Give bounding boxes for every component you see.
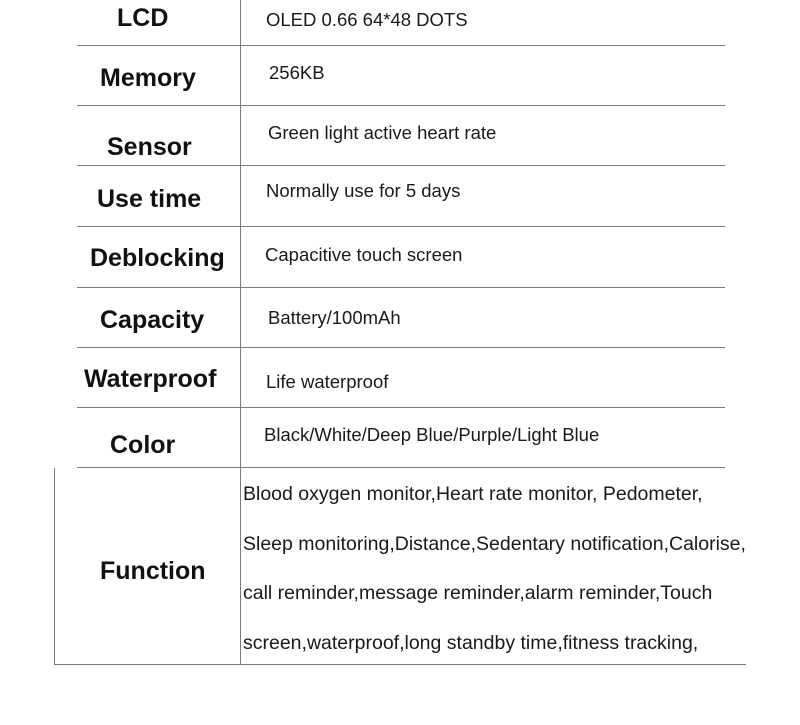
column-divider bbox=[240, 0, 241, 665]
table-left-border bbox=[54, 468, 55, 665]
spec-label-capacity: Capacity bbox=[100, 306, 205, 334]
spec-value-capacity: Battery/100mAh bbox=[268, 307, 401, 328]
spec-label-use-time: Use time bbox=[97, 185, 202, 213]
spec-value-memory: 256KB bbox=[269, 62, 325, 83]
function-line: call reminder,message reminder,alarm reminder,Touch bbox=[243, 582, 713, 604]
spec-label-memory: Memory bbox=[100, 64, 196, 92]
spec-value-deblocking: Capacitive touch screen bbox=[265, 244, 463, 265]
row-separator bbox=[77, 165, 725, 166]
table-bottom-border bbox=[54, 664, 746, 665]
spec-value-use-time: Normally use for 5 days bbox=[266, 180, 461, 201]
spec-label-sensor: Sensor bbox=[107, 133, 192, 161]
row-separator bbox=[77, 407, 725, 408]
function-line: screen,waterproof,long standby time,fitness tracking, bbox=[243, 632, 699, 654]
function-line: Sleep monitoring,Distance,Sedentary notification,Calorise, bbox=[243, 533, 746, 555]
spec-value-sensor: Green light active heart rate bbox=[268, 122, 497, 143]
spec-label-waterproof: Waterproof bbox=[84, 365, 217, 393]
spec-value-lcd: OLED 0.66 64*48 DOTS bbox=[266, 9, 468, 30]
row-separator bbox=[77, 45, 725, 46]
spec-label-color: Color bbox=[110, 431, 176, 459]
spec-label-lcd: LCD bbox=[117, 4, 169, 32]
spec-value-waterproof: Life waterproof bbox=[266, 371, 389, 392]
spec-value-color: Black/White/Deep Blue/Purple/Light Blue bbox=[264, 424, 600, 445]
function-line: Blood oxygen monitor,Heart rate monitor, Pedometer, bbox=[243, 483, 703, 505]
row-separator bbox=[77, 347, 725, 348]
row-separator bbox=[77, 226, 725, 227]
spec-label-deblocking: Deblocking bbox=[90, 244, 225, 272]
row-separator bbox=[77, 105, 725, 106]
row-separator bbox=[77, 287, 725, 288]
row-separator bbox=[77, 467, 725, 468]
spec-label-function: Function bbox=[100, 557, 206, 585]
